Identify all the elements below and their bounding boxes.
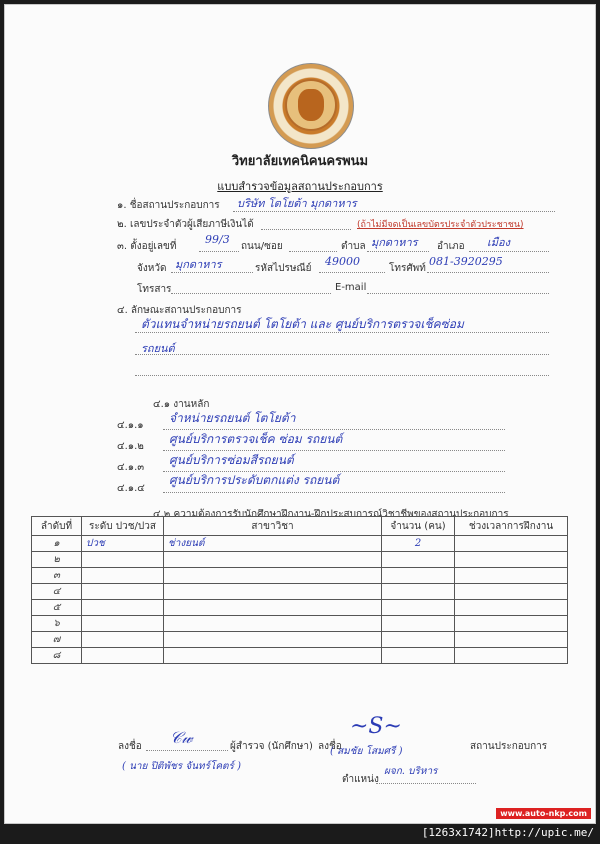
company-signature-icon: ~S~ [350,714,402,739]
company-role: สถานประกอบการ [470,741,548,752]
image-footer: [1263x1742]http://upic.me/ [421,826,594,839]
internship-table [31,516,568,664]
document-page [4,4,596,824]
watermark-badge: www.auto-nkp.com [496,808,591,819]
field-4-label: ๔. ลักษณะสถานประกอบการ [117,305,242,316]
table-row: ๑ ปวช ช่างยนต์ 2 [32,536,568,552]
field-3-label: ๓. ตั้งอยู่เลขที่ [117,241,177,252]
col-major: สาขาวิชา [164,517,382,536]
province-value: มุกดาหาร [175,258,222,271]
amphoe-label: อำเภอ [437,241,465,252]
position-value: ผจก. บริหาร [384,766,438,777]
table-row: ๔ [32,584,568,600]
tambon-label: ตำบล [341,241,366,252]
col-no: ลำดับที่ [32,517,82,536]
position-label: ตำแหน่ง [342,774,379,785]
field-2-label: ๒. เลขประจำตัวผู้เสียภาษีเงินได้ [117,219,254,230]
col-period: ช่วงเวลาการฝึกงาน [455,517,568,536]
surveyor-name: ( นาย ปิติพัชร จันทร์โคตร์ ) [122,761,242,772]
main-work-item-3: ศูนย์บริการซ่อมสีรถยนต์ [169,453,294,467]
fax-label: โทรสาร [137,284,172,295]
province-label: จังหวัด [137,263,167,274]
house-number: 99/3 [205,233,230,246]
phone-value: 081-3920295 [429,255,503,268]
table-row: ๗ [32,632,568,648]
postcode-label: รหัสไปรษณีย์ [255,263,312,274]
company-name: ( สมชัย โสมศรี ) [330,746,403,757]
main-work-item-2: ศูนย์บริการตรวจเช็ค ซ่อม รถยนต์ [169,432,343,446]
field-1-value: บริษัท โตโยต้า มุกดาหาร [237,197,357,210]
tambon-value: มุกดาหาร [371,236,418,249]
field-4-line-2: รถยนต์ [141,342,175,355]
field-4-line-1: ตัวแทนจำหน่ายรถยนต์ โตโยต้า และ ศูนย์บริการตรวจเช็คซ่อม [141,317,464,331]
main-work-no-1: ๔.๑.๑ [117,420,144,431]
table-row: ๓ [32,568,568,584]
table-row: ๖ [32,616,568,632]
surveyor-role: ผู้สำรวจ (นักศึกษา) [230,741,313,752]
table-row: ๘ [32,648,568,664]
form-title: แบบสำรวจข้อมูลสถานประกอบการ [217,180,383,193]
company-sign-label: ลงชื่อ [318,741,342,752]
col-count: จำนวน (คน) [382,517,455,536]
table-header [32,517,568,536]
main-work-heading: ๔.๑ งานหลัก [153,399,210,410]
need-heading: ๔.๒ ความต้องการรับนักศึกษาฝึกงาน-ฝึกประสบการณ์วิชาชีพของสถานประกอบการ [153,509,509,520]
field-1-label: ๑. ชื่อสถานประกอบการ [117,200,220,211]
road-label: ถนน/ซอย [241,241,283,252]
college-seal-icon [268,63,354,149]
main-work-item-1: จำหน่ายรถยนต์ โตโยต้า [169,411,296,425]
table-row: ๒ [32,552,568,568]
main-work-no-3: ๔.๑.๓ [117,462,145,473]
surveyor-sign-label: ลงชื่อ [118,741,142,752]
postcode-value: 49000 [325,255,360,268]
table-row: ๕ [32,600,568,616]
college-name: วิทยาลัยเทคนิคนครพนม [231,154,369,169]
main-work-item-4: ศูนย์บริการประดับตกแต่ง รถยนต์ [169,473,340,487]
main-work-no-4: ๔.๑.๔ [117,483,145,494]
surveyor-signature-icon: 𝒞𝓌 [170,728,193,747]
phone-label: โทรศัพท์ [389,263,426,274]
email-label: E-mail [335,282,367,293]
main-work-no-2: ๔.๑.๒ [117,441,144,452]
field-2-note: (ถ้าไม่มีจดเป็นเลขบัตรประจำตัวประชาชน) [357,220,524,230]
col-level: ระดับ ปวช/ปวส [82,517,164,536]
amphoe-value: เมือง [487,236,510,249]
